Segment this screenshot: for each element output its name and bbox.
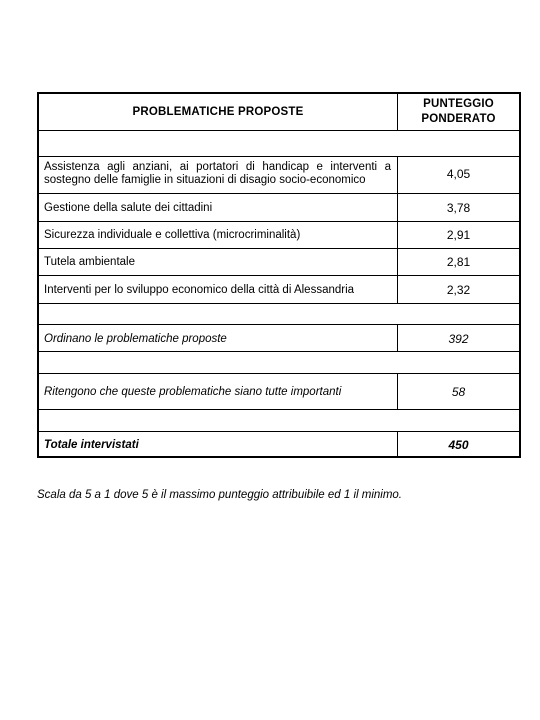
row-score: 4,05 [446,167,471,181]
row-score: 2,32 [446,283,471,297]
survey-table [37,92,521,458]
table-row [39,157,519,194]
ordinano-count: 392 [448,332,469,346]
spacer-row [39,304,519,325]
row-label: Gestione della salute dei cittadini [44,202,213,214]
column-header-punteggio: PUNTEGGIO [423,98,494,110]
ordinano-label: Ordinano le problematiche proposte [44,333,227,345]
ritengono-row [39,374,519,410]
column-header-problematiche: PROBLEMATICHE PROPOSTE [132,106,304,118]
spacer-row [39,410,519,432]
scale-footnote: Scala da 5 a 1 dove 5 è il massimo punteggio attribuibile ed 1 il minimo. [37,489,403,501]
ritengono-label: Ritengono che queste problematiche siano tutte importanti [44,386,342,398]
totale-label: Totale intervistati [44,439,139,451]
totale-row [39,432,519,458]
row-label: Interventi per lo sviluppo economico della città di Alessandria [44,284,355,296]
table-header-row [39,94,519,131]
ordinano-row [39,325,519,352]
row-label: Tutela ambientale [44,256,135,268]
table-row [39,222,519,249]
totale-count: 450 [448,438,469,452]
column-header-ponderato: PONDERATO [421,113,496,125]
row-score: 2,81 [446,255,471,269]
ritengono-count: 58 [451,385,466,399]
row-score: 3,78 [446,201,471,215]
row-label: Sicurezza individuale e collettiva (microcriminalità) [44,229,301,241]
table-row [39,249,519,276]
spacer-row [39,352,519,374]
table-row [39,276,519,304]
row-score: 2,91 [446,228,471,242]
spacer-row [39,131,519,157]
row-label: Assistenza agli anziani, ai portatori di handicap e interventi a sostegno delle famiglie in situazioni di disagio socio-economico [44,161,391,186]
table-row [39,194,519,222]
